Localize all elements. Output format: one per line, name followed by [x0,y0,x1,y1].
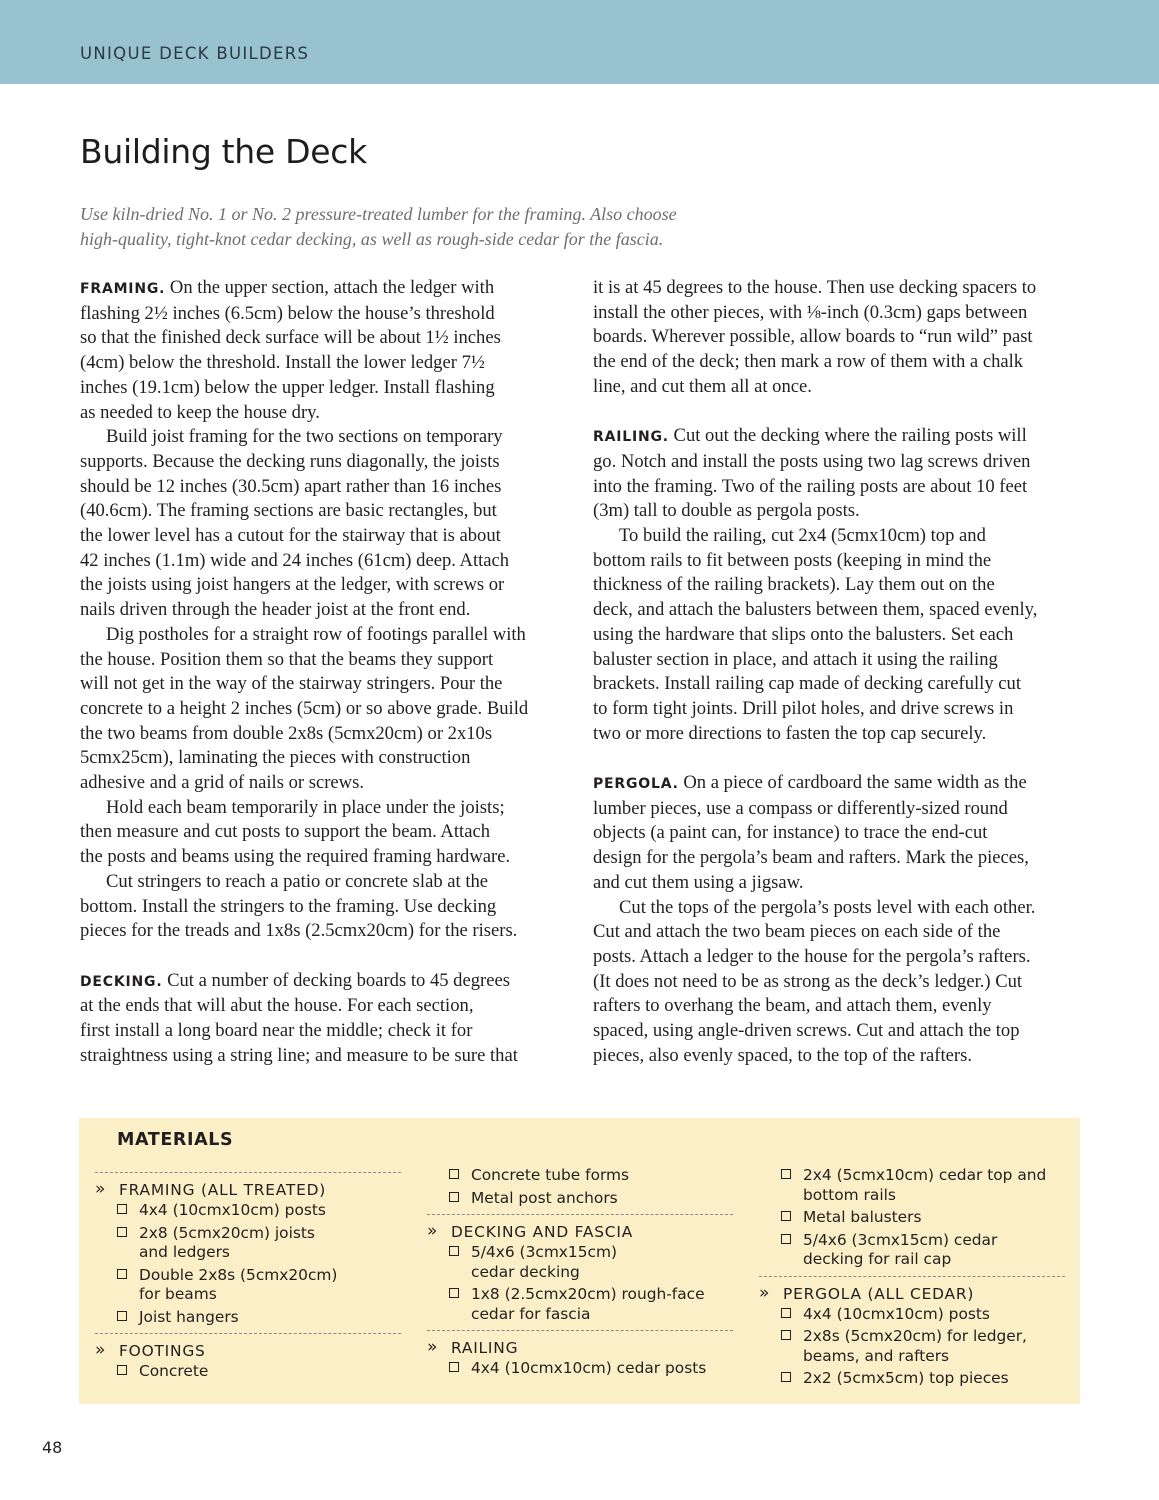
paragraph-line: to form tight joints. Drill pilot holes, and drive screws in [593,697,1014,719]
paragraph-line: (3m) tall to double as pergola posts. [593,500,860,522]
chevron-icon: » [95,1340,107,1360]
paragraph-line: FRAMING. On the upper section, attach the ledger with [80,277,495,298]
section-heading: DECKING. [80,973,163,990]
body-column-right [593,276,1083,1068]
paragraph-line: bottom rails to fit between posts (keeping in mind the [593,549,992,571]
intro-line: high-quality, tight-knot cedar decking, as well as rough-side cedar for the fascia. [80,228,664,249]
paragraph-gap [593,400,1083,425]
checkbox-icon [781,1308,791,1318]
materials-checklist-item [759,1231,1065,1270]
paragraph-line: first install a long board near the middle; check it for [80,1020,473,1042]
checkbox-icon [449,1169,459,1179]
paragraph-line: pieces for the treads and 1x8s (2.5cmx20cm) for the risers. [80,920,518,942]
checkbox-icon [117,1269,127,1279]
materials-section-heading: » PERGOLA (ALL CEDAR) [759,1282,975,1303]
materials-item-text: and ledgers [139,1243,230,1261]
section-heading: RAILING. [593,429,669,446]
paragraph-line: Build joist framing for the two sections on temporary [106,426,503,448]
materials-item-text: cedar decking [471,1262,580,1281]
paragraph-line: install the other pieces, with ⅛-inch (0.3cm) gaps between [593,301,1028,323]
paragraph-line: line, and cut them all at once. [593,375,812,397]
dashed-divider [95,1172,401,1173]
paragraph-line: spaced, using angle-driven screws. Cut and attach the top [593,1020,1020,1042]
paragraph-line: as needed to keep the house dry. [80,401,320,423]
checkbox-icon [449,1288,459,1298]
paragraph-line: brackets. Install railing cap made of decking carefully cut [593,673,1021,695]
dashed-divider [427,1214,733,1215]
checkbox-icon [781,1211,791,1221]
materials-item-text: Concrete tube forms [471,1166,630,1184]
materials-checklist-item [95,1362,401,1382]
paragraph-line: the posts and beams using the required framing hardware. [80,846,511,868]
checkbox-icon [117,1227,127,1237]
paragraph-line: posts. Attach a ledger to the house for the pergola’s rafters. [593,945,1031,967]
materials-title: MATERIALS [117,1130,234,1150]
paragraph-line: into the framing. Two of the railing posts are about 10 feet [593,475,1028,497]
materials-checklist-item [427,1166,733,1186]
materials-checklist-item [427,1359,733,1379]
materials-section-heading: » DECKING AND FASCIA [427,1221,634,1241]
materials-item-text: decking for rail cap [803,1250,952,1268]
section-heading: PERGOLA. [593,776,679,793]
paragraph-line: rafters to overhang the beam, and attach them, evenly [593,995,992,1017]
materials-item-text: Metal balusters [803,1208,922,1226]
checkbox-icon [449,1246,459,1256]
materials-checklist-item [95,1224,401,1263]
materials-item-text: 4x4 (10cmx10cm) cedar posts [471,1359,707,1377]
materials-checklist-item [759,1305,1065,1325]
chevron-icon: » [427,1221,439,1241]
paragraph-line: then measure and cut posts to support the beam. Attach [80,821,490,843]
materials-item-text: beams, and rafters [803,1346,950,1365]
paragraph-line: boards. Wherever possible, allow boards to “run wild” past [593,326,1033,348]
materials-item-text: 2x8s (5cmx20cm) for ledger, [803,1327,1027,1345]
paragraph-line: using the hardware that slips onto the balusters. Set each [593,623,1014,645]
materials-item-text: Concrete [139,1362,209,1380]
materials-item-text: 5/4x6 (3cmx15cm) [471,1243,617,1261]
paragraph-line: two or more directions to fasten the top cap securely. [593,722,987,744]
materials-item-text: 4x4 (10cmx10cm) posts [139,1201,326,1219]
paragraph-line: it is at 45 degrees to the house. Then use decking spacers to [593,277,1037,298]
materials-checklist-item [759,1327,1065,1366]
paragraph-line: (It does not need to be as strong as the deck’s ledger.) Cut [593,970,1023,992]
dashed-divider [95,1333,401,1334]
paragraph-line: and cut them using a jigsaw. [593,871,804,893]
paragraph-line: will not get in the way of the stairway stringers. Pour the [80,673,503,695]
paragraph-gap [80,944,570,969]
checkbox-icon [781,1234,791,1244]
paragraph-line: 42 inches (1.1m) wide and 24 inches (61cm) deep. Attach [80,549,510,571]
materials-checklist-item [95,1201,401,1221]
checkbox-icon [781,1330,791,1340]
materials-section-heading: » FRAMING (ALL TREATED) [95,1179,327,1199]
section-header-label: UNIQUE DECK BUILDERS [80,44,310,63]
paragraph-line: thickness of the railing brackets). Lay them out on the [593,574,995,596]
paragraph-line: PERGOLA. On a piece of cardboard the same width as the [593,772,1027,794]
paragraph-line: at the ends that will abut the house. For each section, [80,995,474,1017]
checkbox-icon [449,1362,459,1372]
paragraph-line: (40.6cm). The framing sections are basic rectangles, but [80,500,497,522]
paragraph-line: supports. Because the decking runs diagonally, the joists [80,450,500,472]
chevron-icon: » [95,1179,107,1199]
paragraph-line: Cut stringers to reach a patio or concrete slab at the [106,870,489,892]
materials-item-text: for beams [139,1285,217,1303]
materials-item-text: bottom rails [803,1185,896,1204]
intro-line: Use kiln-dried No. 1 or No. 2 pressure-treated lumber for the framing. Also choose [80,204,677,224]
paragraph-line: Dig postholes for a straight row of footings parallel with [106,623,526,645]
paragraph-line: Cut and attach the two beam pieces on each side of the [593,921,1001,943]
paragraph-line: should be 12 inches (30.5cm) apart rather than 16 inches [80,475,502,497]
paragraph-line: nails driven through the header joist at the front end. [80,599,471,621]
paragraph-line: the house. Position them so that the beams they support [80,648,494,670]
paragraph-line: the end of the deck; then mark a row of them with a chalk [593,351,1024,373]
materials-item-text: 5/4x6 (3cmx15cm) cedar [803,1230,998,1249]
materials-item-text: Joist hangers [139,1307,239,1326]
paragraph-line: deck, and attach the balusters between them, spaced evenly, [593,599,1038,621]
paragraph-line: concrete to a height 2 inches (5cm) or so above grade. Build [80,697,529,719]
materials-checklist-item [427,1189,733,1209]
paragraph-gap [593,746,1083,771]
paragraph-line: flashing 2½ inches (6.5cm) below the house’s threshold [80,302,495,324]
paragraph-line: Cut the tops of the pergola’s posts level with each other. [619,896,1036,918]
materials-item-text: Double 2x8s (5cmx20cm) [139,1265,338,1284]
materials-checklist-item [95,1308,401,1328]
intro-paragraph [80,202,800,251]
materials-item-text: cedar for fascia [471,1304,591,1323]
paragraph-line: the lower level has a cutout for the stairway that is about [80,525,501,547]
materials-checklist-item [427,1243,733,1282]
paragraph-line: the joists using joist hangers at the ledger, with screws or [80,574,505,596]
section-heading: FRAMING. [80,281,166,297]
materials-checklist-item [759,1208,1065,1228]
paragraph-line: adhesive and a grid of nails or screws. [80,772,364,794]
chevron-icon: » [759,1282,771,1303]
checkbox-icon [781,1372,791,1382]
materials-item-text: 1x8 (2.5cmx20cm) rough-face [471,1285,705,1303]
materials-checklist-item [759,1369,1065,1389]
materials-column-3 [759,1166,1065,1392]
dashed-divider [427,1330,733,1331]
materials-section-heading: » FOOTINGS [95,1340,206,1360]
body-column-left [80,276,570,1068]
materials-item-text: Metal post anchors [471,1188,618,1207]
section-header-banner [0,0,1159,84]
materials-checklist-item [427,1285,733,1324]
materials-checklist-item [759,1166,1065,1205]
materials-column-2 [427,1166,733,1382]
page-number: 48 [42,1438,63,1457]
materials-item-text: 2x4 (5cmx10cm) cedar top and [803,1166,1047,1184]
paragraph-line: the two beams from double 2x8s (5cmx20cm) or 2x10s [80,722,493,744]
paragraph-line: RAILING. Cut out the decking where the railing posts will [593,425,1027,447]
paragraph-line: inches (19.1cm) below the upper ledger. Install flashing [80,376,495,398]
paragraph-line: design for the pergola’s beam and rafters. Mark the pieces, [593,847,1029,869]
paragraph-line: bottom. Install the stringers to the framing. Use decking [80,895,497,917]
paragraph-line: go. Notch and install the posts using two lag screws driven [593,450,1031,472]
materials-item-text: 2x2 (5cmx5cm) top pieces [803,1369,1009,1387]
paragraph-line: DECKING. Cut a number of decking boards to 45 degrees [80,969,510,991]
checkbox-icon [117,1365,127,1375]
checkbox-icon [117,1204,127,1214]
checkbox-icon [449,1192,459,1202]
dashed-divider [759,1276,1065,1277]
materials-checklist-item [95,1266,401,1305]
paragraph-line: Hold each beam temporarily in place under the joists; [106,796,505,818]
checkbox-icon [781,1169,791,1179]
materials-column-1 [95,1166,401,1385]
paragraph-line: objects (a paint can, for instance) to trace the end-cut [593,822,988,844]
materials-item-text: 2x8 (5cmx20cm) joists [139,1223,315,1242]
materials-section-heading: » RAILING [427,1337,519,1357]
paragraph-line: straightness using a string line; and measure to be sure that [80,1044,518,1066]
page-title: Building the Deck [80,132,367,171]
paragraph-line: baluster section in place, and attach it using the railing [593,648,998,670]
paragraph-line: 5cmx25cm), laminating the pieces with construction [80,747,471,769]
paragraph-line: (4cm) below the threshold. Install the lower ledger 7½ [80,352,485,374]
checkbox-icon [117,1311,127,1321]
materials-item-text: 4x4 (10cmx10cm) posts [803,1304,990,1323]
chevron-icon: » [427,1337,439,1357]
paragraph-line: so that the finished deck surface will be about 1½ inches [80,327,501,349]
paragraph-line: To build the railing, cut 2x4 (5cmx10cm) top and [619,525,986,547]
materials-box [79,1118,1080,1404]
paragraph-line: pieces, also evenly spaced, to the top of the rafters. [593,1044,972,1066]
paragraph-line: lumber pieces, use a compass or differently-sized round [593,797,1008,819]
